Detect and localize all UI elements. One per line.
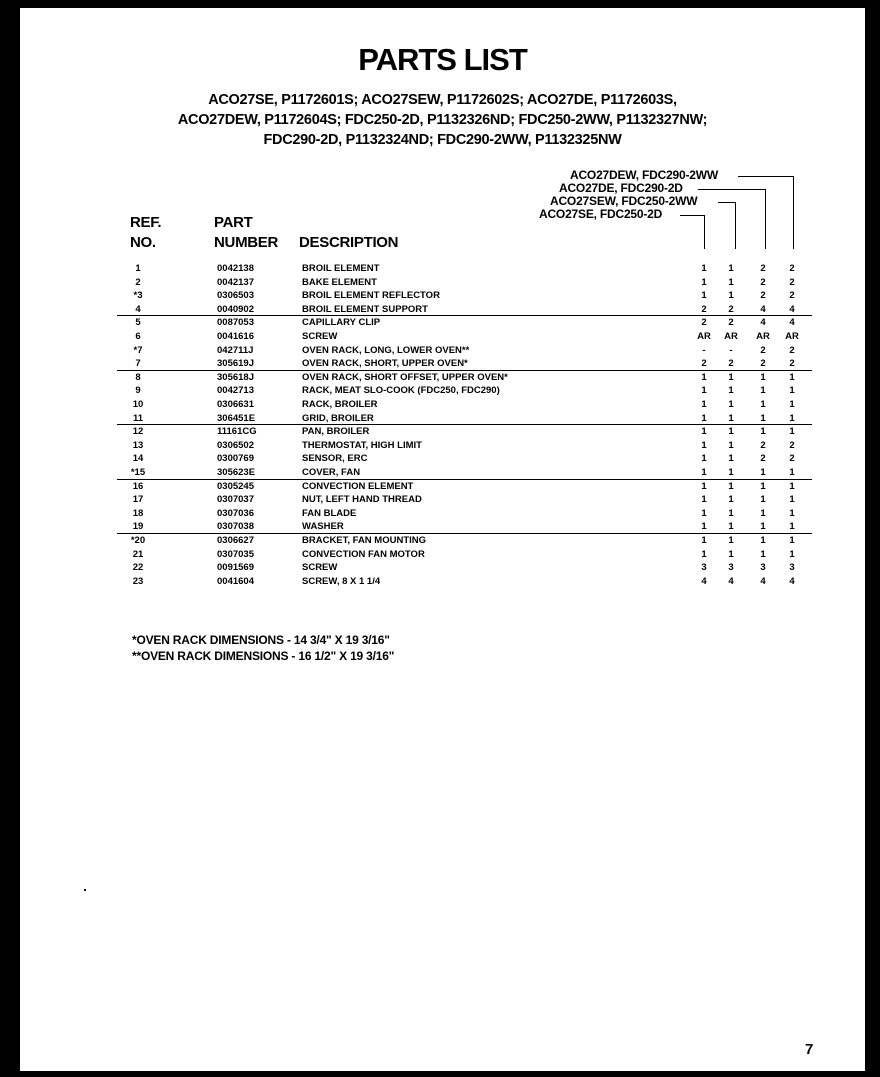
quantity-cell: 1: [701, 480, 707, 492]
quantity-cell: 2: [789, 358, 795, 370]
ref-no-cell: 6: [135, 331, 141, 342]
part-number-cell: 0300769: [217, 453, 254, 465]
quantity-cell: 2: [789, 290, 795, 302]
table-row: [20, 534, 865, 548]
quantity-cell: 2: [701, 303, 707, 315]
part-number-cell: 0091569: [217, 562, 254, 574]
quantity-cell: 2: [701, 358, 707, 370]
part-number-cell: 042711J: [217, 344, 254, 356]
table-row: [20, 412, 865, 426]
quantity-cell: 2: [789, 263, 795, 274]
ref-no-cell: 23: [132, 575, 144, 587]
quantity-cell: 2: [728, 317, 734, 329]
quantity-cell: 2: [789, 439, 795, 451]
table-row: [20, 276, 865, 290]
model-key-leader: [793, 176, 794, 249]
quantity-cell: 1: [789, 467, 795, 478]
table-row: [20, 575, 865, 589]
quantity-cell: 2: [789, 276, 795, 288]
description-cell: THERMOSTAT, HIGH LIMIT: [302, 439, 422, 451]
description-cell: CAPILLARY CLIP: [302, 317, 381, 329]
ref-no-cell: 12: [132, 426, 144, 438]
table-row: [20, 520, 865, 534]
ref-no-cell: 21: [132, 548, 144, 560]
table-row: [20, 561, 865, 575]
quantity-cell: 1: [728, 480, 734, 492]
ref-no-cell: *20: [130, 535, 146, 546]
table-row: [20, 289, 865, 303]
quantity-cell: 3: [789, 562, 795, 574]
part-number-cell: 0040902: [217, 303, 254, 315]
description-cell: OVEN RACK, SHORT, UPPER OVEN*: [302, 358, 468, 370]
quantity-cell: -: [729, 344, 733, 356]
quantity-cell: 4: [760, 317, 766, 329]
model-key-col4: ACO27DEW, FDC290-2WW: [570, 168, 719, 182]
table-row: [20, 439, 865, 453]
quantity-cell: 1: [760, 467, 766, 478]
part-number-cell: 0307035: [217, 548, 254, 560]
description-cell: BAKE ELEMENT: [302, 276, 377, 288]
quantity-cell: 4: [728, 575, 734, 587]
quantity-cell: 1: [728, 521, 734, 533]
part-number-cell: 0306502: [217, 439, 254, 451]
description-cell: FAN BLADE: [302, 507, 357, 519]
quantity-cell: 1: [701, 371, 707, 383]
quantity-cell: 2: [760, 344, 766, 356]
quantity-cell: 1: [760, 535, 766, 546]
description-cell: BROIL ELEMENT REFLECTOR: [302, 290, 440, 302]
quantity-cell: AR: [756, 331, 770, 342]
table-row: [20, 262, 865, 276]
quantity-cell: 1: [789, 412, 795, 424]
description-cell: SCREW: [302, 562, 338, 574]
table-row: [20, 357, 865, 371]
quantity-cell: 1: [789, 399, 795, 410]
quantity-cell: 1: [789, 521, 795, 533]
quantity-cell: 1: [728, 439, 734, 451]
description-cell: WASHER: [302, 521, 344, 533]
quantity-cell: 1: [701, 494, 707, 506]
quantity-cell: -: [702, 344, 706, 356]
quantity-cell: 2: [789, 453, 795, 465]
quantity-cell: 1: [760, 399, 766, 410]
quantity-cell: AR: [785, 331, 799, 342]
model-key-leader: [704, 215, 705, 249]
quantity-cell: 1: [789, 494, 795, 506]
ref-no-cell: *7: [133, 344, 143, 356]
model-key-leader: [738, 176, 793, 177]
quantity-cell: 4: [789, 575, 795, 587]
quantity-cell: 1: [789, 535, 795, 546]
ref-no-cell: 19: [132, 521, 144, 533]
table-row: [20, 452, 865, 466]
part-number-cell: 0087053: [217, 317, 254, 329]
quantity-cell: 4: [789, 317, 795, 329]
quantity-cell: 1: [701, 548, 707, 560]
description-cell: COVER, FAN: [302, 467, 361, 478]
quantity-cell: 1: [728, 371, 734, 383]
parts-list-page: [20, 8, 865, 1071]
quantity-cell: 2: [789, 344, 795, 356]
quantity-cell: 4: [789, 303, 795, 315]
quantity-cell: 3: [760, 562, 766, 574]
footnote-2: **OVEN RACK DIMENSIONS - 16 1/2" X 19 3/16": [132, 649, 395, 663]
description-cell: GRID, BROILER: [302, 412, 374, 424]
quantity-cell: 4: [701, 575, 707, 587]
model-key-col2: ACO27SEW, FDC250-2WW: [550, 194, 698, 208]
ref-no-cell: 4: [135, 303, 141, 315]
quantity-cell: AR: [724, 331, 738, 342]
quantity-cell: 1: [728, 535, 734, 546]
quantity-cell: 1: [701, 535, 707, 546]
ref-no-cell: 8: [135, 371, 141, 383]
quantity-cell: 1: [760, 385, 766, 397]
description-cell: SCREW, 8 X 1 1/4: [302, 575, 381, 587]
part-number-cell: 0041616: [217, 331, 254, 342]
quantity-cell: 1: [728, 426, 734, 438]
quantity-cell: 1: [701, 399, 707, 410]
quantity-cell: 1: [789, 480, 795, 492]
quantity-cell: 1: [728, 290, 734, 302]
quantity-cell: 1: [760, 426, 766, 438]
table-row: [20, 493, 865, 507]
ref-no-cell: 14: [132, 453, 144, 465]
quantity-cell: 1: [701, 507, 707, 519]
description-cell: SCREW: [302, 331, 338, 342]
header-ref-no: REF. NO.: [130, 214, 162, 251]
quantity-cell: 1: [760, 521, 766, 533]
quantity-cell: 2: [760, 276, 766, 288]
header-part-number: PART NUMBER: [214, 214, 279, 251]
page-title: PARTS LIST: [358, 42, 527, 77]
ref-no-cell: 22: [132, 562, 144, 574]
table-row: [20, 425, 865, 439]
model-key-leader: [680, 215, 704, 216]
quantity-cell: 1: [789, 548, 795, 560]
quantity-cell: 1: [789, 371, 795, 383]
part-number-cell: 0042138: [217, 263, 254, 274]
description-cell: CONVECTION ELEMENT: [302, 480, 414, 492]
part-number-cell: 0305245: [217, 480, 254, 492]
table-row: [20, 371, 865, 385]
part-number-cell: 0307037: [217, 494, 254, 506]
quantity-cell: 4: [760, 303, 766, 315]
ref-no-cell: 2: [135, 276, 141, 288]
quantity-cell: 1: [701, 290, 707, 302]
description-cell: CONVECTION FAN MOTOR: [302, 548, 425, 560]
ref-no-cell: *15: [130, 467, 146, 478]
quantity-cell: 1: [728, 494, 734, 506]
quantity-cell: 1: [701, 412, 707, 424]
page-number: 7: [805, 1041, 814, 1058]
quantity-cell: 1: [701, 385, 707, 397]
part-number-cell: 0306627: [217, 535, 254, 546]
quantity-cell: 1: [701, 467, 707, 478]
ref-no-cell: 17: [132, 494, 144, 506]
description-cell: BROIL ELEMENT: [302, 263, 380, 274]
part-number-cell: 0041604: [217, 575, 254, 587]
part-number-cell: 0307038: [217, 521, 254, 533]
quantity-cell: 1: [760, 371, 766, 383]
quantity-cell: 1: [760, 548, 766, 560]
quantity-cell: 2: [760, 263, 766, 274]
quantity-cell: 1: [701, 453, 707, 465]
ref-no-cell: 13: [132, 439, 144, 451]
model-key-leader: [718, 202, 735, 203]
ref-no-cell: 10: [132, 399, 144, 410]
quantity-cell: 2: [760, 439, 766, 451]
table-row: [20, 344, 865, 358]
part-number-cell: 0042137: [217, 276, 254, 288]
ref-no-cell: 16: [132, 480, 144, 492]
description-cell: NUT, LEFT HAND THREAD: [302, 494, 422, 506]
quantity-cell: 1: [728, 399, 734, 410]
description-cell: RACK, MEAT SLO-COOK (FDC250, FDC290): [302, 385, 500, 397]
quantity-cell: 2: [760, 453, 766, 465]
table-row: [20, 548, 865, 562]
description-cell: BROIL ELEMENT SUPPORT: [302, 303, 428, 315]
description-cell: SENSOR, ERC: [302, 453, 368, 465]
quantity-cell: 1: [760, 494, 766, 506]
description-cell: PAN, BROILER: [302, 426, 370, 438]
part-number-cell: 0042713: [217, 385, 254, 397]
quantity-cell: 1: [728, 467, 734, 478]
table-row: [20, 398, 865, 412]
quantity-cell: 3: [701, 562, 707, 574]
part-number-cell: 305618J: [217, 371, 254, 383]
description-cell: RACK, BROILER: [302, 399, 378, 410]
model-key-col3: ACO27DE, FDC290-2D: [559, 181, 683, 195]
quantity-cell: 1: [789, 426, 795, 438]
quantity-cell: 1: [728, 453, 734, 465]
quantity-cell: 2: [728, 358, 734, 370]
quantity-cell: 1: [728, 412, 734, 424]
part-number-cell: 305623E: [217, 467, 256, 478]
quantity-cell: 2: [701, 317, 707, 329]
part-number-cell: 306451E: [217, 412, 256, 424]
model-key-leader: [698, 189, 765, 190]
quantity-cell: 2: [760, 358, 766, 370]
scan-speck: [84, 889, 86, 891]
description-cell: BRACKET, FAN MOUNTING: [302, 535, 427, 546]
models-line-2: ACO27DEW, P1172604S; FDC250-2D, P1132326ND; FDC250-2WW, P1132327NW;: [177, 112, 708, 128]
quantity-cell: 1: [728, 507, 734, 519]
table-row: [20, 507, 865, 521]
quantity-cell: 1: [701, 426, 707, 438]
ref-no-cell: 1: [135, 263, 141, 274]
quantity-cell: 2: [728, 303, 734, 315]
scan-edge-mark: [0, 214, 14, 216]
table-row: [20, 303, 865, 317]
quantity-cell: 1: [728, 385, 734, 397]
quantity-cell: 1: [760, 412, 766, 424]
quantity-cell: AR: [697, 331, 711, 342]
quantity-cell: 3: [728, 562, 734, 574]
quantity-cell: 1: [728, 263, 734, 274]
ref-no-cell: 9: [135, 385, 141, 397]
quantity-cell: 1: [701, 263, 707, 274]
quantity-cell: 4: [760, 575, 766, 587]
quantity-cell: 1: [760, 507, 766, 519]
quantity-cell: 1: [728, 548, 734, 560]
table-row: [20, 466, 865, 480]
part-number-cell: 0306503: [217, 290, 254, 302]
model-key-leader: [765, 189, 766, 249]
table-row: [20, 330, 865, 344]
description-cell: OVEN RACK, SHORT OFFSET, UPPER OVEN*: [302, 371, 508, 383]
ref-no-cell: 18: [132, 507, 144, 519]
quantity-cell: 1: [701, 276, 707, 288]
models-line-1: ACO27SE, P1172601S; ACO27SEW, P1172602S; ACO27DE, P1172603S,: [208, 92, 677, 108]
header-description: DESCRIPTION: [299, 234, 399, 251]
quantity-cell: 1: [789, 385, 795, 397]
quantity-cell: 1: [789, 507, 795, 519]
footnote-1: *OVEN RACK DIMENSIONS - 14 3/4" X 19 3/16": [132, 633, 390, 647]
quantity-cell: 1: [728, 276, 734, 288]
quantity-cell: 1: [760, 480, 766, 492]
quantity-cell: 1: [701, 439, 707, 451]
models-line-3: FDC290-2D, P1132324ND; FDC290-2WW, P1132325NW: [263, 132, 622, 148]
ref-no-cell: 5: [135, 317, 141, 329]
table-row: [20, 480, 865, 494]
part-number-cell: 0307036: [217, 507, 254, 519]
ref-no-cell: 11: [132, 412, 144, 424]
table-row: [20, 384, 865, 398]
quantity-cell: 1: [701, 521, 707, 533]
table-row: [20, 316, 865, 330]
quantity-cell: 2: [760, 290, 766, 302]
description-cell: OVEN RACK, LONG, LOWER OVEN**: [302, 344, 470, 356]
part-number-cell: 305619J: [217, 358, 254, 370]
part-number-cell: 11161CG: [217, 426, 257, 438]
model-key-leader: [735, 202, 736, 249]
ref-no-cell: 7: [135, 358, 141, 370]
part-number-cell: 0306631: [217, 399, 254, 410]
ref-no-cell: *3: [133, 290, 143, 302]
model-key-col1: ACO27SE, FDC250-2D: [539, 207, 663, 221]
